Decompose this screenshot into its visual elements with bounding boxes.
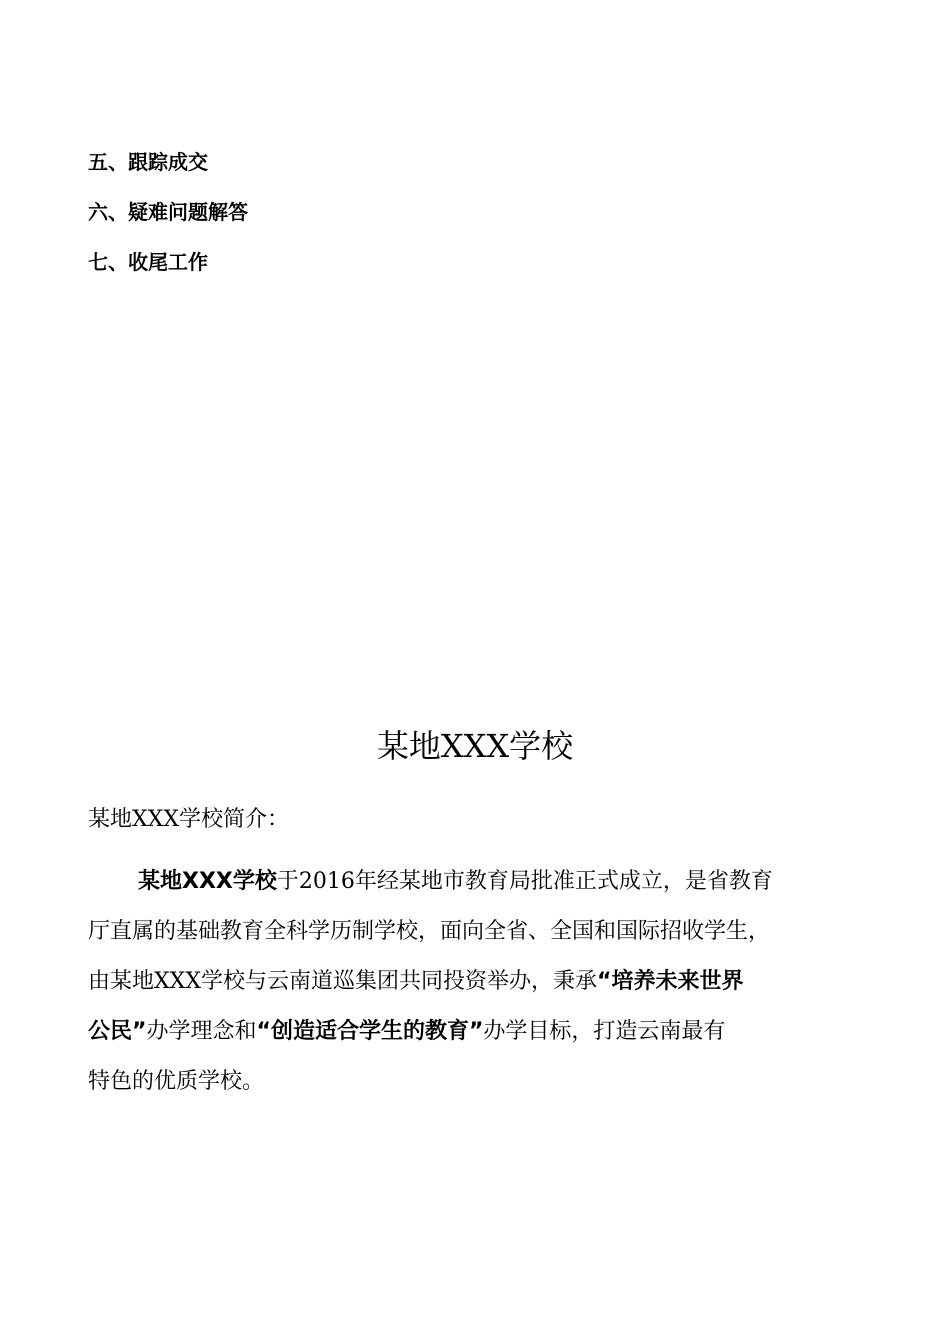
- intro-heading: 某地XXX学校简介：: [88, 807, 289, 832]
- paragraph-line-5: 特色的优质学校。: [88, 1069, 265, 1094]
- paragraph-line-4: [88, 1018, 725, 1046]
- paragraph-line-3: [88, 968, 743, 996]
- outline-item-wrap-up: 七、收尾工作: [88, 250, 208, 274]
- paragraph-text: 于2016年经某地市教育局批准正式成立，是省教育: [276, 869, 773, 894]
- goal-emphasis: “创造适合学生的教育”: [256, 1019, 484, 1044]
- paragraph-text: 由某地XXX学校与云南道巡集团共同投资举办，秉承: [88, 969, 597, 994]
- page-title: 某地XXX学校: [376, 727, 574, 765]
- motto-emphasis: “培养未来世界: [597, 969, 744, 994]
- school-name-emphasis: 某地XXX学校: [138, 869, 277, 894]
- outline-item-follow-up-deal: 五、跟踪成交: [88, 150, 208, 174]
- motto-emphasis-end: 公民”: [88, 1019, 147, 1044]
- paragraph-text: 办学理念和: [146, 1019, 257, 1044]
- paragraph-line-1: [138, 868, 773, 896]
- outline-item-faq: 六、疑难问题解答: [88, 200, 248, 224]
- paragraph-line-2: 厅直属的基础教育全科学历制学校，面向全省、全国和国际招收学生，: [88, 919, 771, 944]
- paragraph-text: 办学目标，打造云南最有: [483, 1019, 726, 1044]
